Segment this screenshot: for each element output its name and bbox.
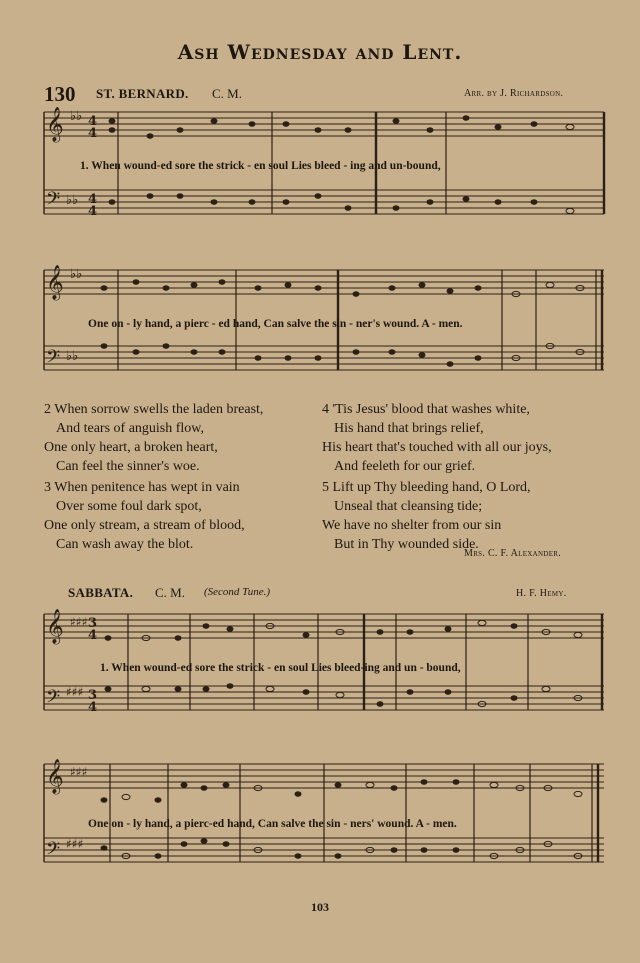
verse-line: His heart that's touched with all our joys,	[322, 440, 552, 455]
svg-text:𝄞: 𝄞	[46, 265, 64, 300]
verse-line: 3 When penitence has wept in vain	[44, 480, 240, 495]
meter: C. M.	[212, 86, 242, 101]
page-number: 103	[311, 900, 329, 914]
svg-text:𝄞: 𝄞	[46, 107, 64, 142]
composer-credit: H. F. Hemy.	[516, 588, 567, 599]
verse-line: 5 Lift up Thy bleeding hand, O Lord,	[322, 480, 531, 495]
lyrics-line-1: 1. When wound-ed sore the strick - en soul Lies bleed - ing and un-bound,	[80, 160, 441, 172]
verse-line: Can feel the sinner's woe.	[56, 459, 200, 474]
svg-text:4: 4	[88, 192, 98, 207]
svg-text:♭♭: ♭♭	[66, 349, 79, 364]
second-tune-name: SABBATA.	[68, 585, 134, 600]
verse-4	[322, 400, 552, 476]
svg-text:𝄢: 𝄢	[46, 687, 61, 712]
svg-text:♭♭: ♭♭	[70, 267, 83, 282]
second-tune-meter: C. M.	[155, 585, 185, 600]
svg-text:𝄞: 𝄞	[46, 609, 64, 644]
lyrics-line-2: One on - ly hand, a pierc - ed hand, Can salve the sin - ner's wound. A - men.	[88, 318, 463, 330]
second-tune-lyrics-line-1: 1. When wound-ed sore the strick - en soul Lies bleed-ing and un - bound,	[100, 662, 461, 674]
staff-treble-2	[44, 270, 604, 294]
svg-text:4: 4	[88, 114, 98, 129]
verse-3	[44, 478, 245, 554]
verse-line: One only heart, a broken heart,	[44, 440, 218, 455]
svg-text:♯♯♯: ♯♯♯	[70, 615, 88, 629]
verse-line: Can wash away the blot.	[56, 537, 194, 552]
verse-line: But in Thy wounded side.	[334, 537, 479, 552]
verse-line: Over some foul dark spot,	[56, 499, 202, 514]
verse-line: And feeleth for our grief.	[334, 459, 476, 474]
svg-text:♭♭: ♭♭	[70, 109, 83, 124]
svg-text:𝄢: 𝄢	[46, 839, 61, 864]
verse-line: And tears of anguish flow,	[56, 421, 205, 436]
svg-text:♭♭: ♭♭	[66, 193, 79, 208]
svg-text:4: 4	[88, 700, 98, 715]
svg-text:♯♯♯: ♯♯♯	[66, 685, 84, 699]
second-tune-label: (Second Tune.)	[204, 586, 270, 598]
tune-name: ST. BERNARD.	[96, 86, 189, 101]
second-tune-lyrics-line-2: One on - ly hand, a pierc-ed hand, Can salve the sin - ners' wound. A - men.	[88, 818, 457, 830]
arranger-credit: Arr. by J. Richardson.	[464, 88, 564, 99]
svg-text:3: 3	[88, 688, 98, 703]
staff-treble-1	[44, 112, 604, 136]
verse-line: Unseal that cleansing tide;	[334, 499, 483, 514]
verse-line: 2 When sorrow swells the laden breast,	[44, 402, 264, 417]
hymn-number: 130	[44, 82, 76, 106]
svg-text:𝄢: 𝄢	[46, 189, 61, 214]
svg-text:4: 4	[88, 126, 98, 141]
verse-2	[44, 400, 263, 476]
svg-text:♯♯♯: ♯♯♯	[70, 765, 88, 779]
svg-text:𝄢: 𝄢	[46, 347, 61, 372]
verse-5	[322, 478, 531, 554]
svg-text:3: 3	[88, 616, 98, 631]
svg-text:♯♯♯: ♯♯♯	[66, 837, 84, 851]
verse-line: His hand that brings relief,	[334, 421, 484, 436]
verse-line: We have no shelter from our sin	[322, 518, 502, 533]
svg-text:4: 4	[88, 204, 98, 219]
staff-bass-1	[44, 190, 604, 214]
svg-text:4: 4	[88, 628, 98, 643]
verse-line: One only stream, a stream of blood,	[44, 518, 245, 533]
author-credit: Mrs. C. F. Alexander.	[464, 548, 562, 559]
section-title: Ash Wednesday and Lent.	[177, 40, 463, 64]
svg-text:𝄞: 𝄞	[46, 759, 64, 794]
verse-line: 4 'Tis Jesus' blood that washes white,	[322, 402, 530, 417]
